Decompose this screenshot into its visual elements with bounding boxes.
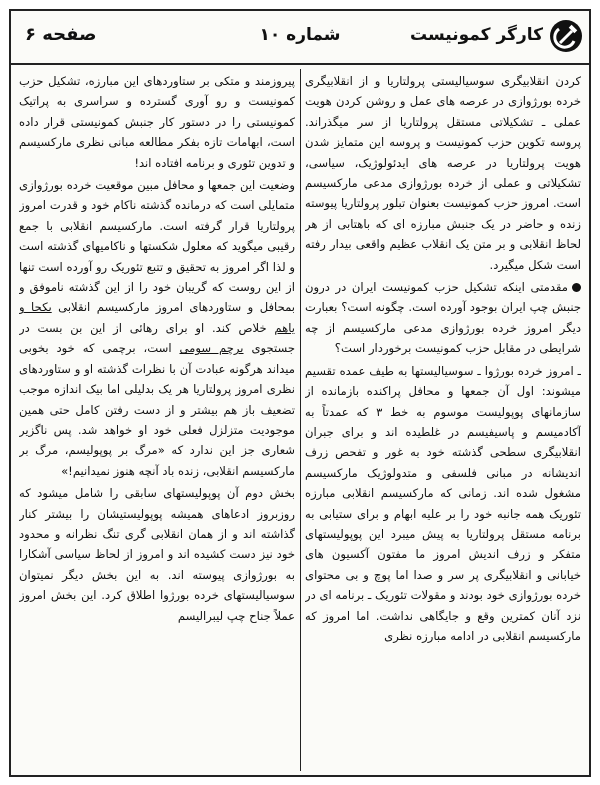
masthead	[11, 11, 589, 65]
paragraph: کردن انقلابیگری سوسیالیستی پرولتاریا و از انقلابیگری خرده بورژوازی در عرصه های عمل و روشن کردن هویت عملی ـ تشکیلاتی مستقل پرولتاریا از سر میگذراند. پروسه تکوین حزب کمونیست و پروسه این متمایز شدن هویت پرولتاریا در عرصه های ایدئولوژیک، سیاسی، تشکیلاتی و عملی از خرده بورژوازی مدعی مارکسیسم است. امروز حزب کمونیست بعنوان تبلور پرولتاریا پیوسته زنده و حاضر در یک جنبش مبارزه ای که باهتابی از هر لحاظ انقلابی و بر متن یک انقلاب عظیم واقعی بیدار رفته است شکل میگیرد.	[305, 74, 581, 272]
page-number: صفحه ۶	[25, 24, 97, 45]
paragraph: بخش دوم آن پوپولیستهای سابقی را شامل میشود که روزبروز ادعاهای همیشه پوپولیستیشان را بیشتر کنار گذاشته اند و از همان انقلابی گری تنگ نظرانه و محدود خود نیز دست کشیده اند و امروز از لحاظ سیاسی آشکارا به بورژوازی پیوسته اند. به این بخش دیگر نمیتوان سوسیالیستهای خرده بورژوا اطلاق کرد. این بخش امروز عملاً جناح چپ لیبرالیسم	[19, 486, 295, 623]
paragraph	[19, 175, 295, 481]
paragraph-text: خلاص کند. او برای رهائی از این بن بست در جستجوی	[19, 320, 295, 356]
left-column	[19, 71, 295, 769]
paragraph: ـ امروز خرده بورژوا ـ سوسیالیستها به طیف عمده تقسیم میشوند: اول آن جمعها و محافل پراکنده بازمانده از سازمانهای پوپولیست موسوم به خط ۳ که عمدتاً به آکادمیسم و پاسیفیسم در غلطیده اند و برای جبران انقلابیگری سطحی گذشته خود به غور و تفحص زرف اندیشانه در مبانی فلسفی و متدولوژیک مارکسیسم مشغول شده اند. زمانی که مارکسیسم انقلابی مبارزه تئوریک همه جانبه خود را بر علیه ابهام و برای ستیابی به برنامه مستقل پرولتاریا به پیش میبرد این پوپولیستهای متفکر و زرف اندیش امروز ما مفتون آکسیون های خیابانی و انقلابیگری پر سر و صدا اما پوچ و بی محتوای خرده بورژوازی خود بودند و مقولات تئوریک ـ برنامه ای در نزد آنان کمترین وقع و جایگاهی نداشت. اما امروز که مارکسیسم انقلابی در ادامه مبارزه نظری	[305, 363, 581, 643]
paragraph-text: وضعیت این جمعها و محافل مبین موقعیت خرده بورژوازی متمایلی است که درمانده گذشته ناکام خود و قدرت امروز پرولتاریا قرار گرفته است. مارکسیسم انقلابی با جمع رقیبی میگوید که معلول شکستها و ناکامیهای گذشته است و لذا اگر امروز به تحقیق و تتبع تئوریک رو آورده است تنها از این روست که گریبان خود را از این گذشته ناموفق و بمحافل و ستاوردهای امروز مارکسیسم انقلابی	[19, 178, 295, 315]
paragraph-text: مقدمتی اینکه تشکیل حزب کمونیست ایران در درون جنبش چپ ایران بوجود آورده است. چگونه است؟ بعبارت دیگر امروز خرده بورژوازی مدعی مارکسیسم از چه شرایطی در مقابل حزب کمونیست برخوردار است؟	[305, 280, 581, 356]
underlined-text: یکجا و یاهم	[19, 300, 295, 335]
right-column	[305, 71, 581, 769]
underlined-text: برچم سومی	[179, 341, 244, 356]
paragraph: پیروزمند و متکی بر ستاوردهای این مبارزه، تشکیل حزب کمونیست و رو آوری گسترده و سراسری به پراتیک کمونیستی را در دستور کار جنبش کمونیستی قرار داده است، ابهامات تازه بفکر مطالعه مبانی نظری مارکسیسم و تدوین تئوری و برنامه افتاده اند!	[19, 74, 295, 170]
issue-number: شماره ۱۰	[259, 25, 341, 45]
column-divider	[300, 69, 301, 771]
paragraph-text: است، برچمی که خود بخوبی میداند هرگونه عبادت آن با نظرات گذشته او و ستاوردهای نظری امروز پرولتاریا هر یک بدلیلی اما بیک اندازه موجب تضعیف باز هم بیشتر و از دست رفتن کامل حتی همین موجودیت متزلزل فعلی خود او خواهد شد. پس ناگزیر شعاری جز این ندارد که «مرگ بر پوپولیسم، مرگ بر مارکسیسم انقلابی، زنده باد آنچه هنوز نمیدانیم!»	[19, 341, 295, 478]
newspaper-page	[9, 9, 591, 777]
bullet-icon	[572, 283, 581, 292]
publication-name: کارگر کمونیست	[410, 25, 543, 45]
bullet-paragraph	[305, 277, 581, 359]
